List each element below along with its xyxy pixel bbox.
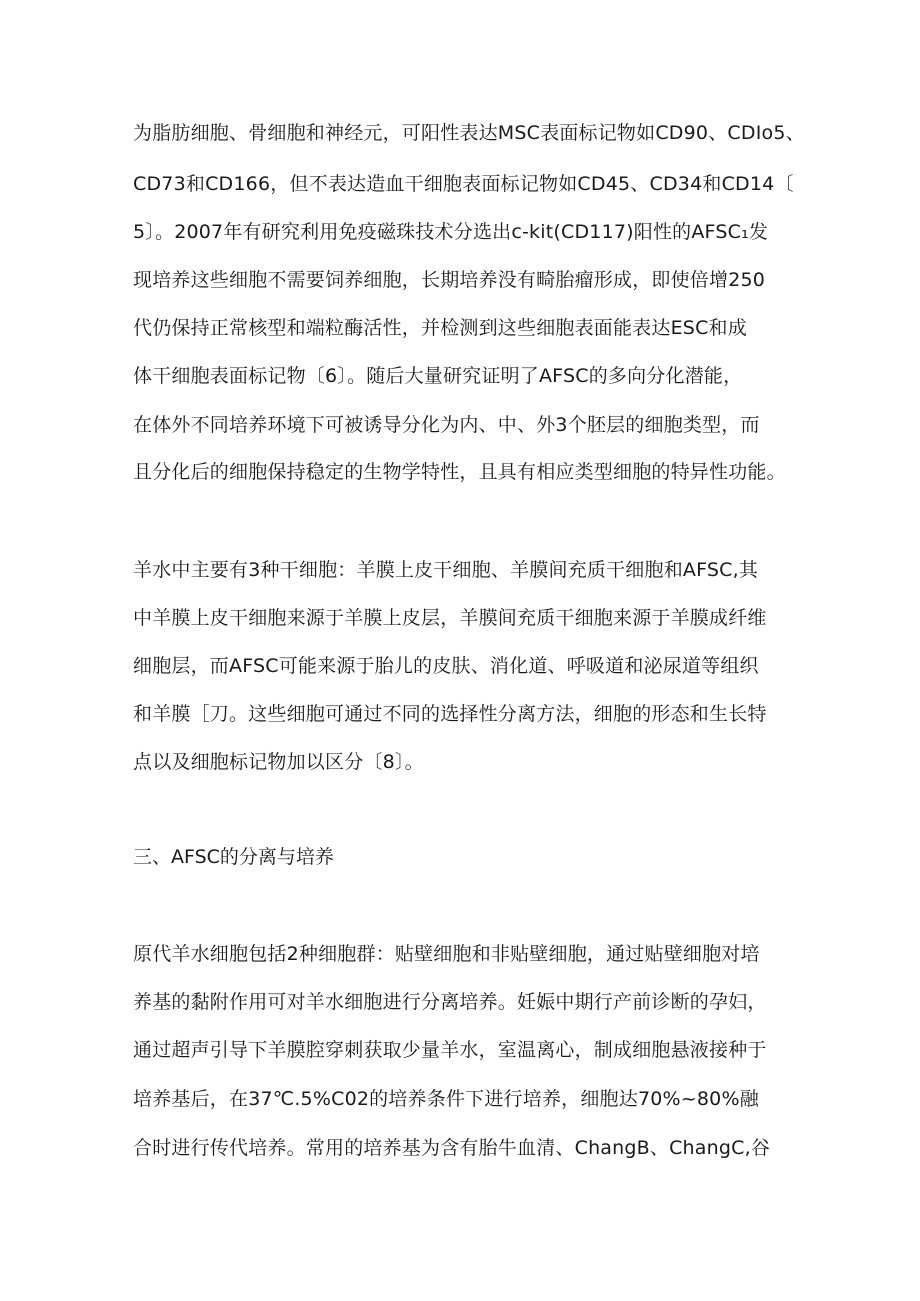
text-line: 且分化后的细胞保持稳定的生物学特性，且具有相应类型细胞的特异性功能。 <box>133 461 786 483</box>
text-line: 代仍保持正常核型和端粒酶活性，并检测到这些细胞表面能表达ESC和成 <box>133 317 747 339</box>
text-line: 中羊膜上皮干细胞来源于羊膜上皮层，羊膜间充质干细胞来源于羊膜成纤维 <box>133 607 767 629</box>
text-line: 点以及细胞标记物加以区分〔8〕。 <box>133 751 424 773</box>
text-line: 培养基后，在37℃.5%C02的培养条件下进行培养，细胞达70%~80%融 <box>133 1088 759 1110</box>
text-line: 通过超声引导下羊膜腔穿刺获取少量羊水，室温离心，制成细胞悬液接种于 <box>133 1039 767 1061</box>
text-line: 羊水中主要有3种干细胞：羊膜上皮干细胞、羊膜间充质干细胞和AFSC,其 <box>133 559 759 581</box>
text-line: 细胞层，而AFSC可能来源于胎儿的皮肤、消化道、呼吸道和泌尿道等组织 <box>133 655 759 677</box>
text-line: 为脂肪细胞、骨细胞和神经元，可阳性表达MSC表面标记物如CD90、CDIo5、 <box>133 122 805 144</box>
text-line: 体干细胞表面标记物〔6〕。随后大量研究证明了AFSC的多向分化潜能， <box>133 365 743 387</box>
text-line: 5〕。2007年有研究利用免疫磁珠技术分选出c-kit(CD117)阳性的AFSC₁发 <box>133 221 769 243</box>
text-line: 原代羊水细胞包括2种细胞群：贴壁细胞和非贴壁细胞，通过贴壁细胞对培 <box>133 943 760 965</box>
section-heading: 三、AFSC的分离与培养 <box>133 846 334 868</box>
text-line: 合时进行传代培养。常用的培养基为含有胎牛血清、ChangB、ChangC,谷 <box>133 1137 771 1159</box>
text-line: 和羊膜［刀。这些细胞可通过不同的选择性分离方法，细胞的形态和生长特 <box>133 703 767 725</box>
text-line: 养基的黏附作用可对羊水细胞进行分离培养。妊娠中期行产前诊断的孕妇， <box>133 991 767 1013</box>
text-line: CD73和CD166，但不表达造血干细胞表面标记物如CD45、CD34和CD14〔 <box>133 173 794 195</box>
text-line: 现培养这些细胞不需要饲养细胞，长期培养没有畸胎瘤形成，即使倍增250 <box>133 269 766 291</box>
text-line: 在体外不同培养环境下可被诱导分化为内、中、外3个胚层的细胞类型，而 <box>133 414 760 436</box>
